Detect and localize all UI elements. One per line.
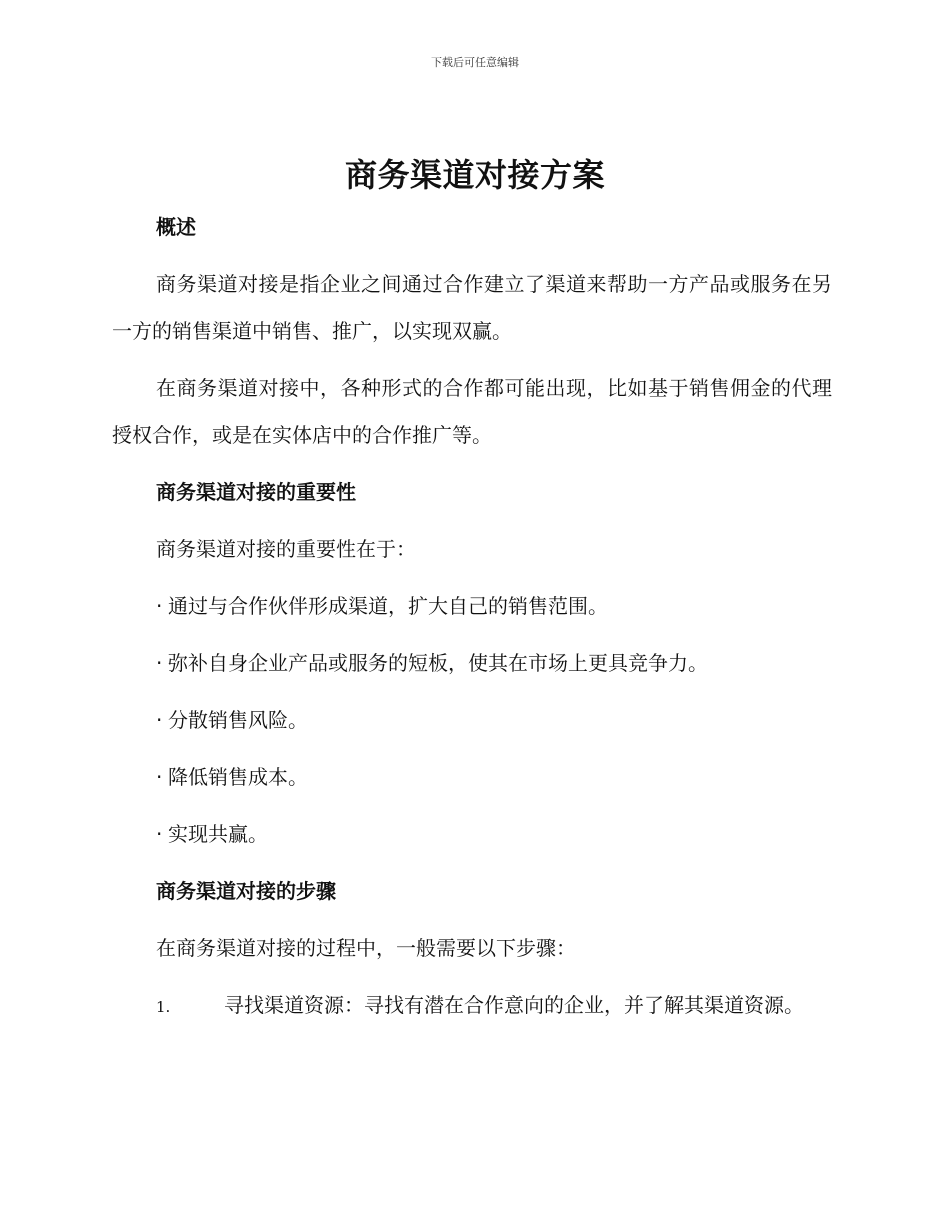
bullet-mark: ·	[156, 651, 163, 675]
importance-bullet-4	[112, 754, 832, 801]
importance-bullet-2	[112, 640, 832, 687]
importance-bullet-5	[112, 811, 832, 858]
steps-intro: 在商务渠道对接的过程中，一般需要以下步骤：	[156, 936, 576, 960]
bullet-text: 降低销售成本。	[168, 765, 308, 789]
section-heading-overview: 概述	[156, 215, 196, 239]
bullet-mark: ·	[156, 708, 163, 732]
bullet-text: 实现共赢。	[168, 822, 268, 846]
step-number: 1.	[156, 998, 171, 1016]
section-heading-steps: 商务渠道对接的步骤	[156, 879, 336, 903]
section-heading-importance: 商务渠道对接的重要性	[156, 480, 356, 504]
importance-intro: 商务渠道对接的重要性在于：	[156, 537, 416, 561]
bullet-text: 分散销售风险。	[168, 708, 308, 732]
steps-item-1	[112, 982, 832, 1031]
bullet-text: 弥补自身企业产品或服务的短板，使其在市场上更具竞争力。	[168, 651, 708, 675]
importance-bullet-1	[112, 583, 832, 630]
bullet-mark: ·	[156, 765, 163, 789]
header-note: 下载后可任意编辑	[431, 56, 519, 69]
document-body	[112, 204, 832, 1031]
importance-bullet-3	[112, 697, 832, 744]
step-text: 寻找渠道资源：寻找有潜在合作意向的企业，并了解其渠道资源。	[224, 993, 804, 1017]
bullet-mark: ·	[156, 822, 163, 846]
overview-paragraph-2: 在商务渠道对接中，各种形式的合作都可能出现，比如基于销售佣金的代理授权合作，或是在实体店中的合作推广等。	[112, 376, 832, 447]
bullet-mark: ·	[156, 594, 163, 618]
document-title: 商务渠道对接方案	[344, 156, 605, 194]
bullet-text: 通过与合作伙伴形成渠道，扩大自己的销售范围。	[168, 594, 608, 618]
overview-paragraph-1: 商务渠道对接是指企业之间通过合作建立了渠道来帮助一方产品或服务在另一方的销售渠道中销售、推广，以实现双赢。	[112, 272, 832, 343]
